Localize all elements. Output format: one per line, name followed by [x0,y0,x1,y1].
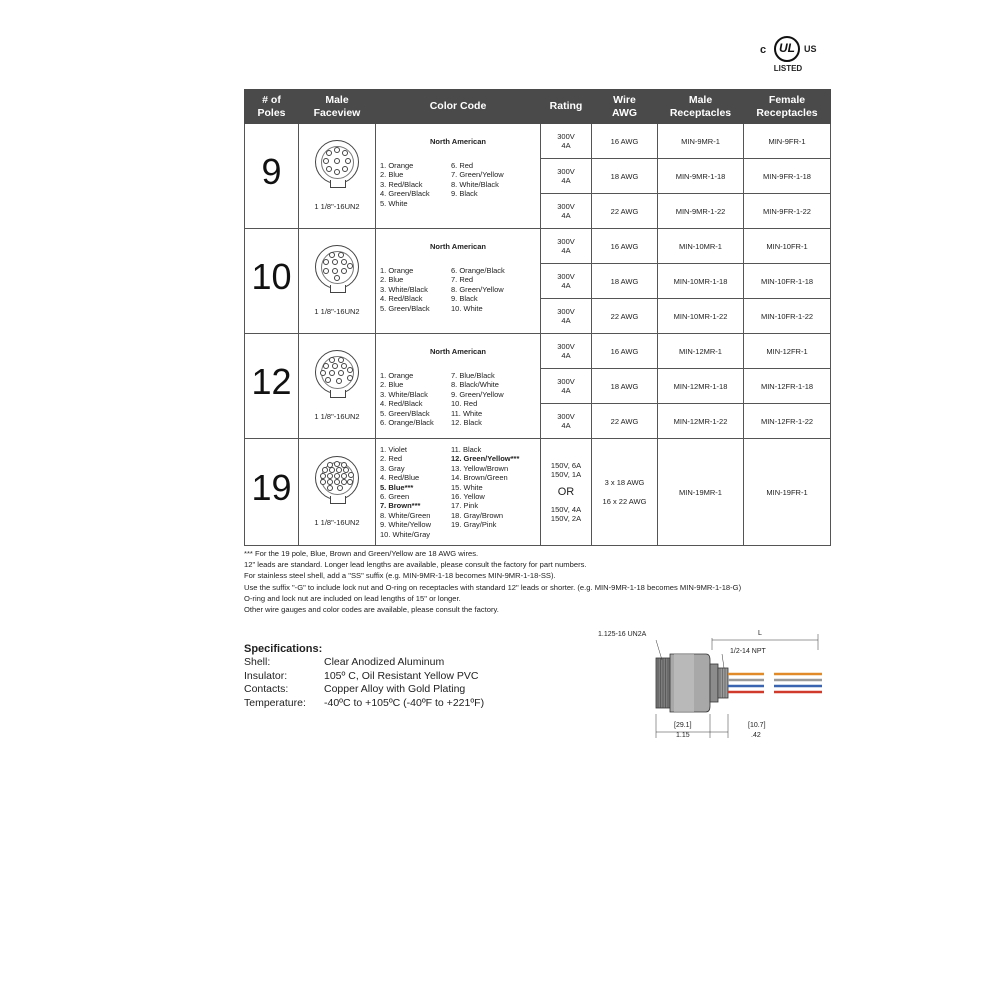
rating-cell: 300V 4A [541,299,592,334]
color-code-column [451,266,505,313]
color-code-item: 9. White/Yellow [380,520,431,530]
pin-icon [348,472,354,478]
pin-icon [332,363,338,369]
pin-icon [341,363,347,369]
key-notch-icon [330,496,346,504]
color-code-item: 9. Black [451,189,478,199]
wire-awg-cell: 16 AWG [592,124,658,159]
male-part-number: MIN-10MR-1-22 [658,299,744,334]
wire-awg-cell: 16 AWG [592,229,658,264]
rating-cell: 300V 4A [541,334,592,369]
color-code-item: 5. Blue*** [380,482,414,492]
rating-cell: 300V 4A [541,264,592,299]
header-female-receptacles: Female Receptacles [744,90,831,124]
npt-label: 1/2-14 NPT [730,648,766,655]
pin-icon [347,479,353,485]
ul-logo-c: c [760,44,767,56]
color-code-item: 19. Gray/Pink [451,520,497,530]
faceview-cell [299,124,376,229]
color-code-item: 3. Gray [380,463,405,473]
rating-cell: 300V 4A [541,229,592,264]
color-code-item: 4. Red/Black [380,399,423,409]
color-code-wrap [376,229,540,333]
header-poles: # of Poles [245,90,299,124]
color-code-cell [376,124,541,229]
color-code-item: 4. Red/Blue [380,473,420,483]
female-part-number: MIN-10FR-1 [744,229,831,264]
color-code-item: 10. White [451,303,483,313]
color-code-item: 12. Black [451,418,482,428]
color-code-column [380,161,430,208]
table-row [245,334,831,369]
pin-icon [338,370,344,376]
connector-drawing-svg [596,628,826,746]
header-color-code: Color Code [376,90,541,124]
pin-icon [323,268,329,274]
color-code-item: 17. Pink [451,501,479,511]
female-part-number: MIN-19FR-1 [744,439,831,546]
color-code-item: 6. Green [380,492,410,502]
pin-icon [341,259,347,265]
key-notch-icon [330,180,346,188]
ul-listed-logo [760,34,818,76]
pin-icon [320,370,326,376]
male-part-number: MIN-9MR-1-22 [658,194,744,229]
color-code-item: 15. White [451,482,483,492]
color-code-column [451,445,519,530]
connector-spec-table [244,89,831,546]
spec-row [244,669,479,684]
notes [244,548,844,615]
spec-row [244,696,485,711]
pin-icon [337,485,343,491]
color-code-item: 9. Green/Yellow [451,389,504,399]
color-code-item: 6. Orange/Black [451,266,505,275]
female-part-number: MIN-9FR-1-22 [744,194,831,229]
note-line: 12" leads are standard. Longer lead lengths are available, please consult the factory for part numbers. [244,560,587,570]
male-part-number: MIN-12MR-1-18 [658,369,744,404]
color-code-item: 9. Black [451,294,478,304]
male-part-number: MIN-10MR-1 [658,229,744,264]
color-code-cell [376,334,541,439]
awg-bottom: 16 x 22 AWG [602,497,647,506]
pin-icon [347,367,353,373]
dim-1-mm: [29.1] [674,722,692,729]
pin-icon [342,150,348,156]
spec-key: Shell: [244,656,271,668]
spec-key: Insulator: [244,669,288,682]
color-code-column [380,445,431,539]
faceview-thread-label: 1 1/8"-16UN2 [314,202,360,211]
faceview-wrap [299,231,375,331]
female-part-number: MIN-10FR-1-18 [744,264,831,299]
pin-icon [323,158,329,164]
color-code-item: 2. Red [380,454,403,464]
wire-awg-cell: 16 AWG [592,334,658,369]
color-code-item: 5. Green/Black [380,303,430,313]
pin-icon [326,150,332,156]
color-code-column [380,266,430,313]
rating-cell: 300V 4A [541,369,592,404]
color-code-item: 6. Red [451,161,474,170]
faceview-cell [299,229,376,334]
dim-2-in: .42 [751,732,761,739]
pin-icon [329,370,335,376]
color-code-title: North American [430,137,486,146]
color-code-cell [376,439,541,546]
poles-cell [245,229,299,334]
pin-icon [338,252,344,258]
poles-value: 12 [251,360,292,402]
color-code-wrap [376,334,540,438]
pin-icon [332,268,338,274]
awg-top: 3 x 18 AWG [604,478,645,487]
male-part-number: MIN-19MR-1 [658,439,744,546]
color-code-item: 14. Brown/Green [451,473,508,483]
color-code-item: 1. Violet [380,445,407,454]
female-part-number: MIN-10FR-1-22 [744,299,831,334]
color-code-item: 7. Green/Yellow [451,170,504,180]
color-code-item: 8. Green/Yellow [451,284,504,294]
color-code-item: 2. Blue [380,170,404,180]
ul-logo-listed: LISTED [773,64,803,73]
color-code-item: 10. White/Gray [380,529,431,539]
table-row [245,124,831,159]
spec-value: Clear Anodized Aluminum [324,656,445,668]
pin-icon [334,147,340,153]
poles-value: 10 [251,255,292,297]
color-code-item: 3. White/Black [380,284,428,294]
faceview-thread-label: 1 1/8"-16UN2 [314,518,360,527]
table-row [245,439,831,546]
color-code-item: 2. Blue [380,380,404,390]
pin-icon [334,158,340,164]
table-row [245,229,831,264]
poles-cell [245,439,299,546]
wire-awg-cell: 22 AWG [592,404,658,439]
color-code-item: 6. Orange/Black [380,418,434,428]
spec-row [244,683,466,697]
note-line: Other wire gauges and color codes are available, please consult the factory. [244,605,499,615]
color-code-item: 13. Yellow/Brown [451,463,509,473]
color-code-column [451,371,504,427]
wire-awg-cell: 18 AWG [592,264,658,299]
note-line: O-ring and lock nut are included on lead lengths of 15" or longer. [244,593,461,603]
spec-value: Copper Alloy with Gold Plating [324,683,466,696]
color-code-item: 10. Red [451,399,478,409]
rating-cell: 300V 4A [541,124,592,159]
header-faceview: Male Faceview [299,90,376,124]
color-code-title: North American [430,242,486,251]
color-code-wrap [376,439,540,543]
pin-icon [332,259,338,265]
female-part-number: MIN-9FR-1 [744,124,831,159]
color-code-item: 11. Black [451,445,482,454]
pin-icon [323,259,329,265]
wire-awg-cell: 18 AWG [592,369,658,404]
wire-awg-cell: 22 AWG [592,194,658,229]
color-code-item: 1. Orange [380,371,414,380]
color-code-item: 8. White/Black [451,179,499,189]
male-part-number: MIN-9MR-1-18 [658,159,744,194]
note-line: For stainless steel shell, add a "SS" suffix (e.g. MIN-9MR-1-18 becomes MIN-9MR-1-18-SS). [244,571,556,581]
wire-awg-cell [592,439,658,546]
connector-faceview-icon [315,245,359,289]
male-part-number: MIN-12MR-1-22 [658,404,744,439]
pin-icon [347,263,353,269]
spec-row [244,656,445,670]
rating-cell: 300V 4A [541,159,592,194]
pin-icon [323,363,329,369]
connector-faceview-icon [315,350,359,394]
faceview-thread-label: 1 1/8"-16UN2 [314,307,360,316]
pin-icon [334,169,340,175]
connector-faceview-icon [315,140,359,184]
color-code-item: 18. Gray/Brown [451,510,504,520]
male-part-number: MIN-10MR-1-18 [658,264,744,299]
male-part-number: MIN-12MR-1 [658,334,744,369]
connector-drawing [596,628,826,746]
pin-icon [329,252,335,258]
female-part-number: MIN-12FR-1-18 [744,369,831,404]
spec-key: Contacts: [244,683,289,696]
spec-value: -40ºC to +105ºC (-40ºF to +221ºF) [324,696,485,709]
key-notch-icon [330,285,346,293]
color-code-cell [376,229,541,334]
pin-icon [327,485,333,491]
faceview-thread-label: 1 1/8"-16UN2 [314,412,360,421]
color-code-item: 3. Red/Black [380,179,423,189]
dim-1-in: 1.15 [676,732,690,739]
pin-icon [320,479,326,485]
color-code-item: 8. White/Green [380,510,431,520]
specifications-title: Specifications: [244,643,323,655]
header-rating: Rating [541,90,592,124]
ul-logo-text: UL [779,41,795,55]
note-line: Use the suffix "-G" to include lock nut and O-ring on receptacles with standard 12" leads or shorter. (e.g. MIN-9MR-1-18 becomes MIN-9MR-1-18-G) [244,582,742,592]
header-wire-awg: Wire AWG [592,90,658,124]
color-code-item: 1. Orange [380,161,414,170]
poles-cell [245,124,299,229]
wire-awg-cell: 22 AWG [592,299,658,334]
color-code-wrap [376,124,540,228]
rating-bottom: 150V, 4A 150V, 2A [550,505,582,523]
thread-spec-label: 1.125-16 UN2A [598,631,647,638]
faceview-cell [299,334,376,439]
poles-value: 9 [261,150,282,192]
pin-icon [345,158,351,164]
pin-icon [336,378,342,384]
faceview-cell [299,439,376,546]
pin-icon [325,377,331,383]
faceview-wrap [299,336,375,436]
color-code-item: 4. Green/Black [380,189,430,199]
color-code-item: 3. White/Black [380,389,428,399]
rating-cell: 300V 4A [541,194,592,229]
color-code-item: 8. Black/White [451,380,499,390]
color-code-title: North American [430,347,486,356]
specifications [244,643,485,710]
pin-icon [347,375,353,381]
header-male-receptacles: Male Receptacles [658,90,744,124]
connector-faceview-icon [315,456,359,500]
rating-top: 150V, 6A 150V, 1A [550,461,582,479]
note-line: *** For the 19 pole, Blue, Brown and Green/Yellow are 18 AWG wires. [244,549,479,558]
female-part-number: MIN-12FR-1-22 [744,404,831,439]
color-code-item: 7. Blue/Black [451,371,495,380]
poles-value: 19 [251,466,292,508]
color-code-column [451,161,504,199]
length-l-label: L [758,630,762,637]
male-part-number: MIN-9MR-1 [658,124,744,159]
rating-cell [541,439,592,546]
color-code-item: 7. Red [451,275,474,285]
key-notch-icon [330,390,346,398]
color-code-item: 5. White [380,198,408,208]
rating-cell: 300V 4A [541,404,592,439]
color-code-item: 7. Brown*** [380,501,421,511]
pin-icon [341,268,347,274]
pin-icon [326,166,332,172]
pin-icon [334,275,340,281]
color-code-item: 2. Blue [380,275,404,285]
spec-key: Temperature: [244,696,306,709]
female-part-number: MIN-9FR-1-18 [744,159,831,194]
table-header-row [245,90,831,124]
rating-or: OR [557,486,575,498]
faceview-wrap [299,126,375,226]
pin-icon [342,166,348,172]
wire-awg-cell: 18 AWG [592,159,658,194]
spec-value: 105º C, Oil Resistant Yellow PVC [324,669,479,682]
ul-logo-us: US [804,44,817,54]
poles-cell [245,334,299,439]
color-code-item: 11. White [451,408,483,418]
color-code-column [380,371,434,427]
color-code-item: 16. Yellow [451,492,485,502]
color-code-item: 12. Green/Yellow*** [451,454,520,464]
color-code-item: 4. Red/Black [380,294,423,304]
color-code-item: 5. Green/Black [380,408,430,418]
dim-2-mm: [10.7] [748,722,766,729]
female-part-number: MIN-12FR-1 [744,334,831,369]
faceview-wrap [299,442,375,542]
color-code-item: 1. Orange [380,266,414,275]
